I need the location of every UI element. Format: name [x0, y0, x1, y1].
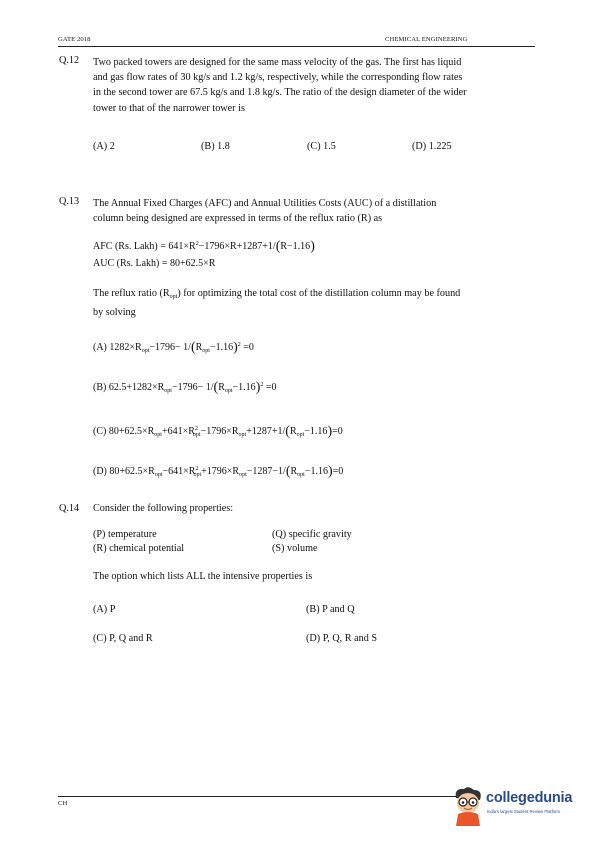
- q12-line: in the second tower are 67.5 kg/s and 1.8 kg/s. The ratio of the design diameter of the wider: [93, 87, 467, 99]
- q13-option-b[interactable]: (B) $62.5+1282\times R_{opt}-1796- 1/(R_{opt}-1.16)^2 =0$: [93, 380, 277, 395]
- header-rule: [58, 46, 535, 47]
- q13-option-c[interactable]: (C) $80+62.5\times R_{opt}+641\times R^2_{opt}-1796\times R_{opt}+1287+1/(R_{opt}-1.16)=0$: [93, 424, 343, 439]
- q12-stem: [93, 55, 535, 116]
- header-subject: CHEMICAL ENGINEERING: [385, 36, 468, 43]
- afc-expr: $641\times R^2-1796\times R+1287+1/(R-1.16)$: [168, 239, 315, 254]
- q14-prop-q: (Q) specific gravity: [272, 529, 352, 540]
- q14-option-b[interactable]: (B) P and Q: [306, 604, 355, 615]
- q14-stem: Consider the following properties:: [93, 503, 234, 514]
- footer-code: CH: [58, 800, 68, 807]
- q13-line: The Annual Fixed Charges (AFC) and Annual Utilities Costs (AUC) of a distillation: [93, 198, 437, 209]
- footer-rule: [58, 796, 462, 797]
- q12-option-a[interactable]: (A) 2: [93, 141, 115, 152]
- auc-equation: [93, 258, 215, 269]
- q12-option-c[interactable]: (C) 1.5: [307, 141, 336, 152]
- q14-prop-p: (P) temperature: [93, 529, 157, 540]
- collegedunia-logo[interactable]: [450, 784, 590, 828]
- q14-option-a[interactable]: (A) P: [93, 604, 116, 615]
- q13-option-d[interactable]: (D) $80+62.5\times R_{opt}-641\times R^2_{opt}+1796\times R_{opt}-1287-1/(R_{opt}-1.16)=0$: [93, 464, 344, 479]
- q13-prompt: The reflux ratio $(R_{opt})$ for optimizing the total cost of the distillation column may be found by solving: [93, 288, 461, 319]
- afc-equation: [93, 239, 315, 255]
- q13-stem: [93, 196, 535, 226]
- q14-prop-s: (S) volume: [272, 543, 318, 554]
- q14-number: Q.14: [59, 503, 80, 514]
- q12-line: tower to that of the narrower tower is: [93, 102, 245, 114]
- q14-option-c[interactable]: (C) P, Q and R: [93, 633, 153, 644]
- auc-expr: 80+62.5×R: [170, 258, 216, 269]
- q13-number: Q.13: [59, 196, 80, 207]
- q12-option-b[interactable]: (B) 1.8: [201, 141, 230, 152]
- auc-label: AUC (Rs. Lakh) =: [93, 258, 168, 269]
- q12-line: and gas flow rates of 30 kg/s and 1.2 kg/s, respectively, while the corresponding flow rates: [93, 72, 463, 84]
- q14-prompt: The option which lists ALL the intensive properties is: [93, 571, 313, 582]
- q12-line: Two packed towers are designed for the same mass velocity of the gas. The first has liquid: [93, 57, 462, 68]
- q14-prop-r: (R) chemical potential: [93, 543, 185, 554]
- logo-tagline: India's largest Student Review Platform: [487, 809, 560, 814]
- q13-line: column being designed are expressed in terms of the reflux ratio (R) as: [93, 213, 383, 225]
- q14-option-d[interactable]: (D) P, Q, R and S: [306, 633, 378, 644]
- q13-option-a[interactable]: (A) $1282\times R_{opt}-1796- 1/(R_{opt}-1.16)^2 =0$: [93, 340, 254, 355]
- afc-label: AFC (Rs. Lakh) =: [93, 241, 166, 252]
- q12-number: Q.12: [59, 55, 80, 66]
- mascot-icon: [450, 786, 486, 826]
- logo-wordmark: collegedunia: [486, 790, 573, 806]
- header-exam: GATE 2018: [58, 36, 91, 43]
- q12-option-d[interactable]: (D) 1.225: [412, 141, 452, 152]
